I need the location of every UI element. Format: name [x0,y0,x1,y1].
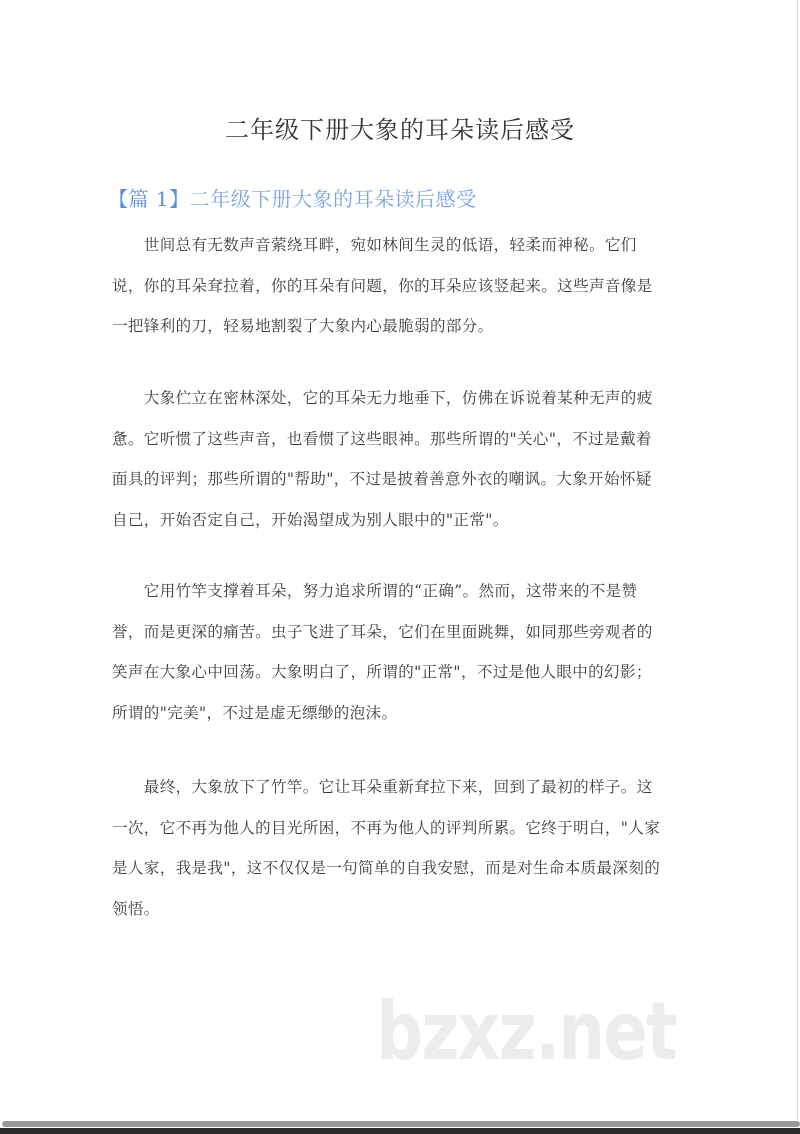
text-line: 面具的评判；那些所谓的"帮助"，不过是披着善意外衣的嘲讽。大象开始怀疑 [112,470,652,488]
text-line: 所谓的"完美"，不过是虚无缥缈的泡沫。 [112,703,398,722]
text-line: 领悟。 [112,899,160,918]
document-title: 二年级下册大象的耳朵读后感受 [225,116,575,144]
text-line: 惫。它听惯了这些声音，也看惯了这些眼神。那些所谓的"关心"，不过是戴着 [112,429,652,448]
text-line: 世间总有无数声音萦绕耳畔，宛如林间生灵的低语，轻柔而神秘。它们 [112,236,637,254]
text-line: 它用竹竿支撑着耳朵，努力追求所谓的“正确”。然而，这带来的不是赞 [112,582,638,600]
watermark: bzxz.net [376,985,676,1078]
paragraph-1 [112,233,702,355]
text-line: 誉，而是更深的痛苦。虫子飞进了耳朵，它们在里面跳舞，如同那些旁观者的 [112,622,653,641]
text-line: 一把锋利的刀，轻易地割裂了大象内心最脆弱的部分。 [112,317,494,335]
text-line: 大象伫立在密林深处，它的耳朵无力地垂下，仿佛在诉说着某种无声的疲 [112,389,653,407]
bottom-bar [0,1128,800,1134]
text-line: 说，你的耳朵耷拉着，你的耳朵有问题，你的耳朵应该竖起来。这些声音像是 [112,276,653,295]
section-number: 【篇 1】 [108,187,190,211]
paragraph-4 [112,775,702,937]
paragraph-3 [112,579,702,741]
text-line: 一次，它不再为他人的目光所困，不再为他人的评判所累。它终于明白，"人家 [112,818,661,837]
horizontal-scrollbar[interactable] [2,1121,800,1127]
text-line: 最终，大象放下了竹竿。它让耳朵重新耷拉下来，回到了最初的样子。这 [112,778,653,796]
paragraph-2 [112,386,702,548]
text-line: 笑声在大象心中回荡。大象明白了，所谓的"正常"，不过是他人眼中的幻影； [112,663,652,681]
section-title: 二年级下册大象的耳朵读后感受 [189,187,477,211]
section-heading [108,183,477,212]
text-line: 是人家，我是我"，这不仅仅是一句简单的自我安慰，而是对生命本质最深刻的 [112,859,661,877]
text-line: 自己，开始否定自己，开始渴望成为别人眼中的"正常"。 [112,510,509,529]
